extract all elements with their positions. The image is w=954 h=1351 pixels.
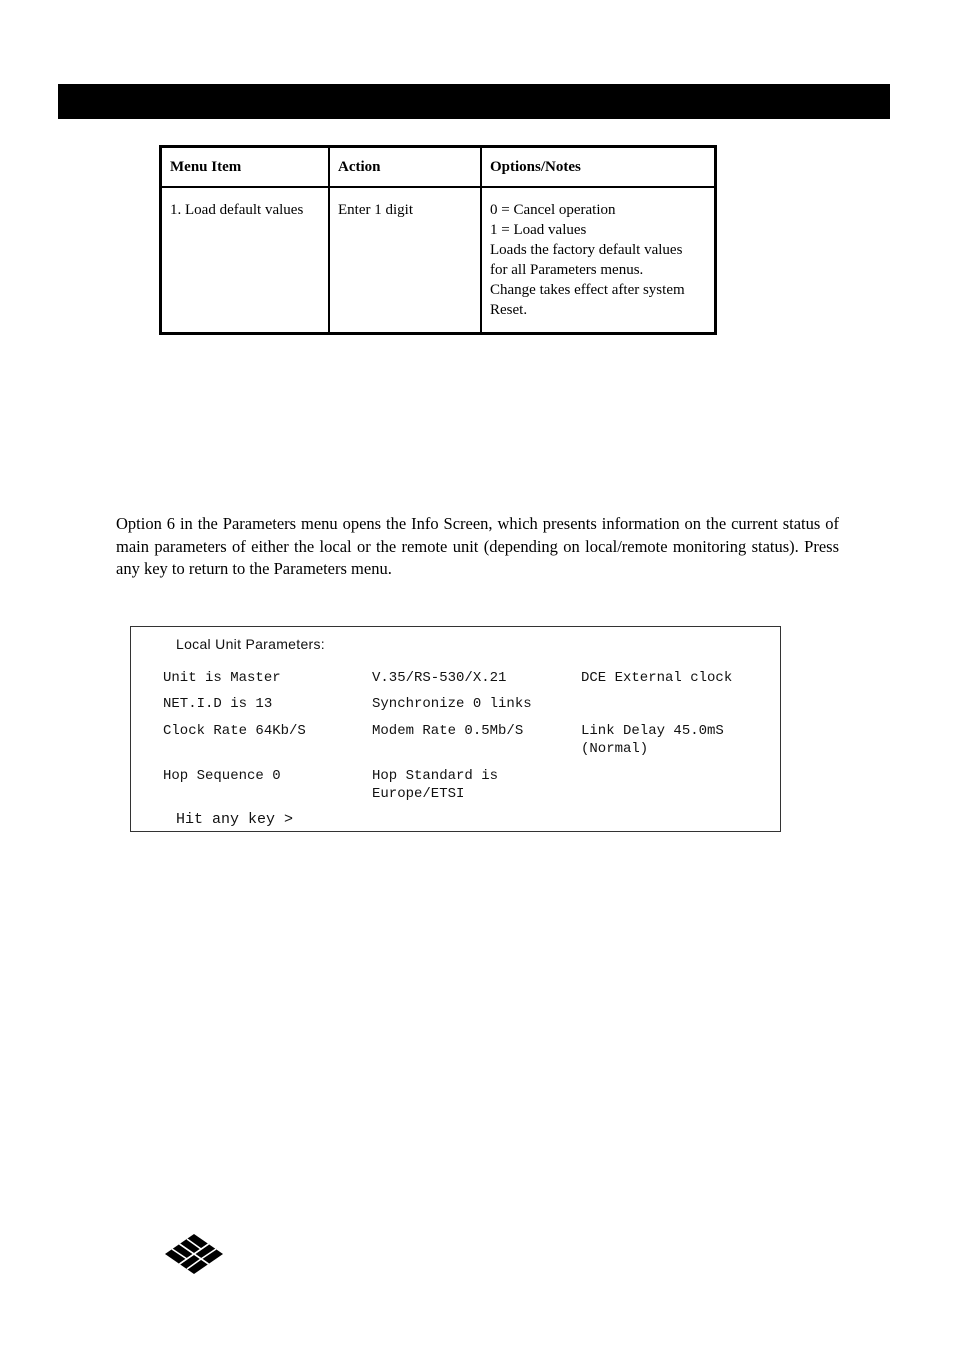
- info-item: Synchronize 0 links: [372, 696, 532, 712]
- table-header-row: [161, 147, 716, 188]
- info-item: Link Delay 45.0mS (Normal): [581, 723, 724, 757]
- note-line: Change takes effect after system: [490, 282, 685, 298]
- note-line: for all Parameters menus.: [490, 262, 644, 278]
- header-menu-item: Menu Item: [161, 147, 330, 188]
- black-box-diamond-logo-icon: [165, 1234, 223, 1274]
- note-line: Reset.: [490, 302, 528, 318]
- info-screen: [130, 626, 781, 832]
- note-line: 1 = Load values: [490, 222, 587, 238]
- info-item: V.35/RS-530/X.21: [372, 670, 507, 686]
- table-row: [161, 187, 716, 334]
- header-action: Action: [329, 147, 481, 188]
- cell-notes: [481, 187, 716, 334]
- info-screen-title: Local Unit Parameters:: [176, 636, 325, 652]
- cell-action: Enter 1 digit: [329, 187, 481, 334]
- header-options-notes: Options/Notes: [481, 147, 716, 188]
- cell-menu-item: 1. Load default values: [161, 187, 330, 334]
- menu-table: [159, 145, 717, 335]
- info-item: NET.I.D is 13: [163, 696, 273, 712]
- info-item: Modem Rate 0.5Mb/S: [372, 723, 524, 739]
- note-line: Loads the factory default values: [490, 242, 683, 258]
- info-item: Clock Rate 64Kb/S: [163, 723, 306, 739]
- info-item: Hop Sequence 0: [163, 768, 281, 784]
- info-item: Hop Standard is Europe/ETSI: [372, 768, 499, 802]
- info-item: Unit is Master: [163, 670, 281, 686]
- intro-paragraph: Option 6 in the Parameters menu opens the Info Screen, which presents information on the current status of main parameters of either the local or the remote unit (depending on local/remote monitoring status). Press any key to return to the Parameters menu.: [116, 514, 839, 578]
- hit-any-key-prompt: Hit any key >: [176, 811, 294, 828]
- header-bar: [58, 84, 890, 119]
- note-line: 0 = Cancel operation: [490, 202, 616, 218]
- info-item: DCE External clock: [581, 670, 733, 686]
